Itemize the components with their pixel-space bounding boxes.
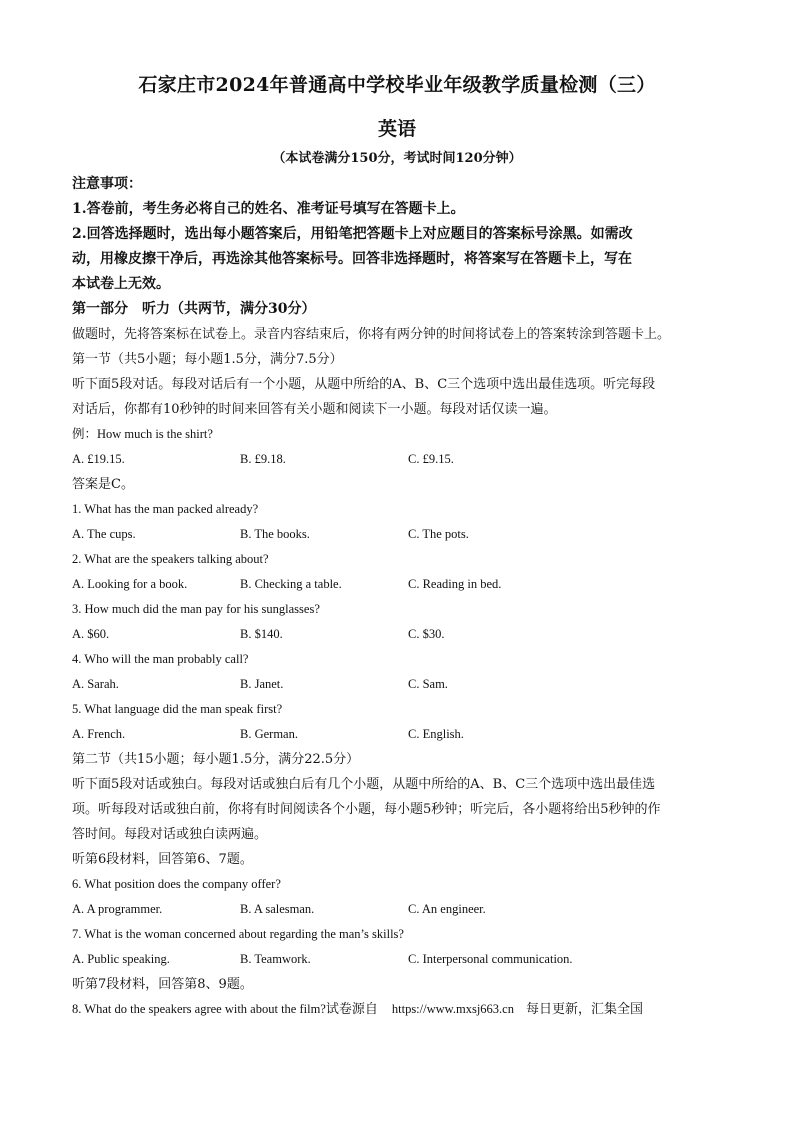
question-6-option-b: B. A salesman. bbox=[240, 902, 315, 916]
source-note: 试卷源自 bbox=[325, 1002, 378, 1017]
question-4-options bbox=[72, 672, 722, 697]
question-3: 3. How much did the man pay for his sunglasses? bbox=[72, 602, 320, 616]
notes-heading: 注意事项： bbox=[72, 176, 142, 192]
example-question: 例：How much is the shirt? bbox=[72, 427, 213, 441]
section2-instruction-line-3: 答时间。每段对话或独白读两遍。 bbox=[72, 827, 268, 842]
example-option-a: A. £19.15. bbox=[72, 452, 125, 466]
question-4: 4. Who will the man probably call? bbox=[72, 652, 249, 666]
question-4-option-a: A. Sarah. bbox=[72, 677, 119, 691]
material-6-heading: 听第6段材料，回答第6、7题。 bbox=[72, 852, 253, 867]
score-info: （本试卷满分150分，考试时间120分钟） bbox=[272, 151, 522, 166]
example-options bbox=[72, 447, 722, 472]
material-7-heading: 听第7段材料，回答第8、9题。 bbox=[72, 977, 253, 992]
part1-heading bbox=[72, 297, 722, 322]
question-1-option-b: B. The books. bbox=[240, 527, 310, 541]
part1-heading-number: 第一部分 bbox=[72, 301, 128, 317]
note-item-2-line-2: 动，用橡皮擦干净后，再选涂其他答案标号。回答非选择题时，将答案写在答题卡上，写在 bbox=[72, 251, 632, 267]
question-2-option-c: C. Reading in bed. bbox=[408, 577, 502, 591]
question-2: 2. What are the speakers talking about? bbox=[72, 552, 269, 566]
question-5-option-a: A. French. bbox=[72, 727, 126, 741]
question-3-option-c: C. $30. bbox=[408, 627, 445, 641]
question-1: 1. What has the man packed already? bbox=[72, 502, 259, 516]
source-tail: 每日更新，汇集全国 bbox=[525, 1002, 643, 1017]
question-6-options bbox=[72, 897, 722, 922]
question-6: 6. What position does the company offer? bbox=[72, 877, 281, 891]
question-2-option-b: B. Checking a table. bbox=[240, 577, 342, 591]
question-2-option-a: A. Looking for a book. bbox=[72, 577, 188, 591]
section2-instruction-line-1: 听下面5段对话或独白。每段对话或独白后有几个小题，从题中所给的A、B、C三个选项中选出最佳选 bbox=[72, 777, 656, 792]
section2-instruction-line-2: 项。听每段对话或独白前，你将有时间阅读各个小题，每小题5秒钟；听完后，各小题将给出5秒钟的作 bbox=[72, 802, 661, 817]
question-1-option-a: A. The cups. bbox=[72, 527, 136, 541]
example-option-b: B. £9.18. bbox=[240, 452, 286, 466]
part1-heading-text: 听力（共两节，满分30分） bbox=[142, 301, 316, 317]
question-2-options bbox=[72, 572, 722, 597]
note-item-1: 1.答卷前，考生务必将自己的姓名、准考证号填写在答题卡上。 bbox=[72, 201, 465, 217]
example-answer: 答案是C。 bbox=[72, 477, 134, 492]
question-5-options bbox=[72, 722, 722, 747]
note-item-2-line-3: 本试卷上无效。 bbox=[72, 276, 170, 292]
question-8-line bbox=[72, 997, 722, 1022]
note-item-2-line-1: 2.回答选择题时，选出每小题答案后，用铅笔把答题卡上对应题目的答案标号涂黑。如需改 bbox=[72, 226, 633, 242]
question-6-option-c: C. An engineer. bbox=[408, 902, 486, 916]
question-1-options bbox=[72, 522, 722, 547]
section1-heading: 第一节（共5小题；每小题1.5分，满分7.5分） bbox=[72, 352, 343, 367]
question-5-option-b: B. German. bbox=[240, 727, 298, 741]
question-4-option-b: B. Janet. bbox=[240, 677, 284, 691]
section1-instruction-line-2: 对话后，你都有10秒钟的时间来回答有关小题和阅读下一小题。每段对话仅读一遍。 bbox=[72, 402, 557, 417]
question-3-option-a: A. $60. bbox=[72, 627, 110, 641]
exam-body bbox=[72, 172, 722, 1022]
exam-title: 石家庄市2024年普通高中学校毕业年级教学质量检测（三） bbox=[138, 74, 656, 96]
question-7: 7. What is the woman concerned about regarding the man’s skills? bbox=[72, 927, 404, 941]
question-6-option-a: A. A programmer. bbox=[72, 902, 163, 916]
section2-heading: 第二节（共15小题；每小题1.5分，满分22.5分） bbox=[72, 752, 360, 767]
question-7-option-c: C. Interpersonal communication. bbox=[408, 952, 573, 966]
example-option-c: C. £9.15. bbox=[408, 452, 454, 466]
question-5: 5. What language did the man speak first? bbox=[72, 702, 283, 716]
part1-instruction: 做题时，先将答案标在试卷上。录音内容结束后，你将有两分钟的时间将试卷上的答案转涂到答题卡上。 bbox=[72, 327, 671, 342]
subject-title: 英语 bbox=[377, 118, 416, 140]
question-7-options bbox=[72, 947, 722, 972]
question-1-option-c: C. The pots. bbox=[408, 527, 469, 541]
question-5-option-c: C. English. bbox=[408, 727, 464, 741]
section1-instruction-line-1: 听下面5段对话。每段对话后有一个小题，从题中所给的A、B、C三个选项中选出最佳选项。听完每段 bbox=[72, 377, 656, 392]
question-7-option-b: B. Teamwork. bbox=[240, 952, 311, 966]
question-7-option-a: A. Public speaking. bbox=[72, 952, 170, 966]
source-url[interactable]: https://www.mxsj663.cn bbox=[391, 1002, 514, 1016]
question-4-option-c: C. Sam. bbox=[408, 677, 448, 691]
question-3-options bbox=[72, 622, 722, 647]
question-8: 8. What do the speakers agree with about the film? bbox=[72, 1002, 326, 1016]
question-3-option-b: B. $140. bbox=[240, 627, 283, 641]
